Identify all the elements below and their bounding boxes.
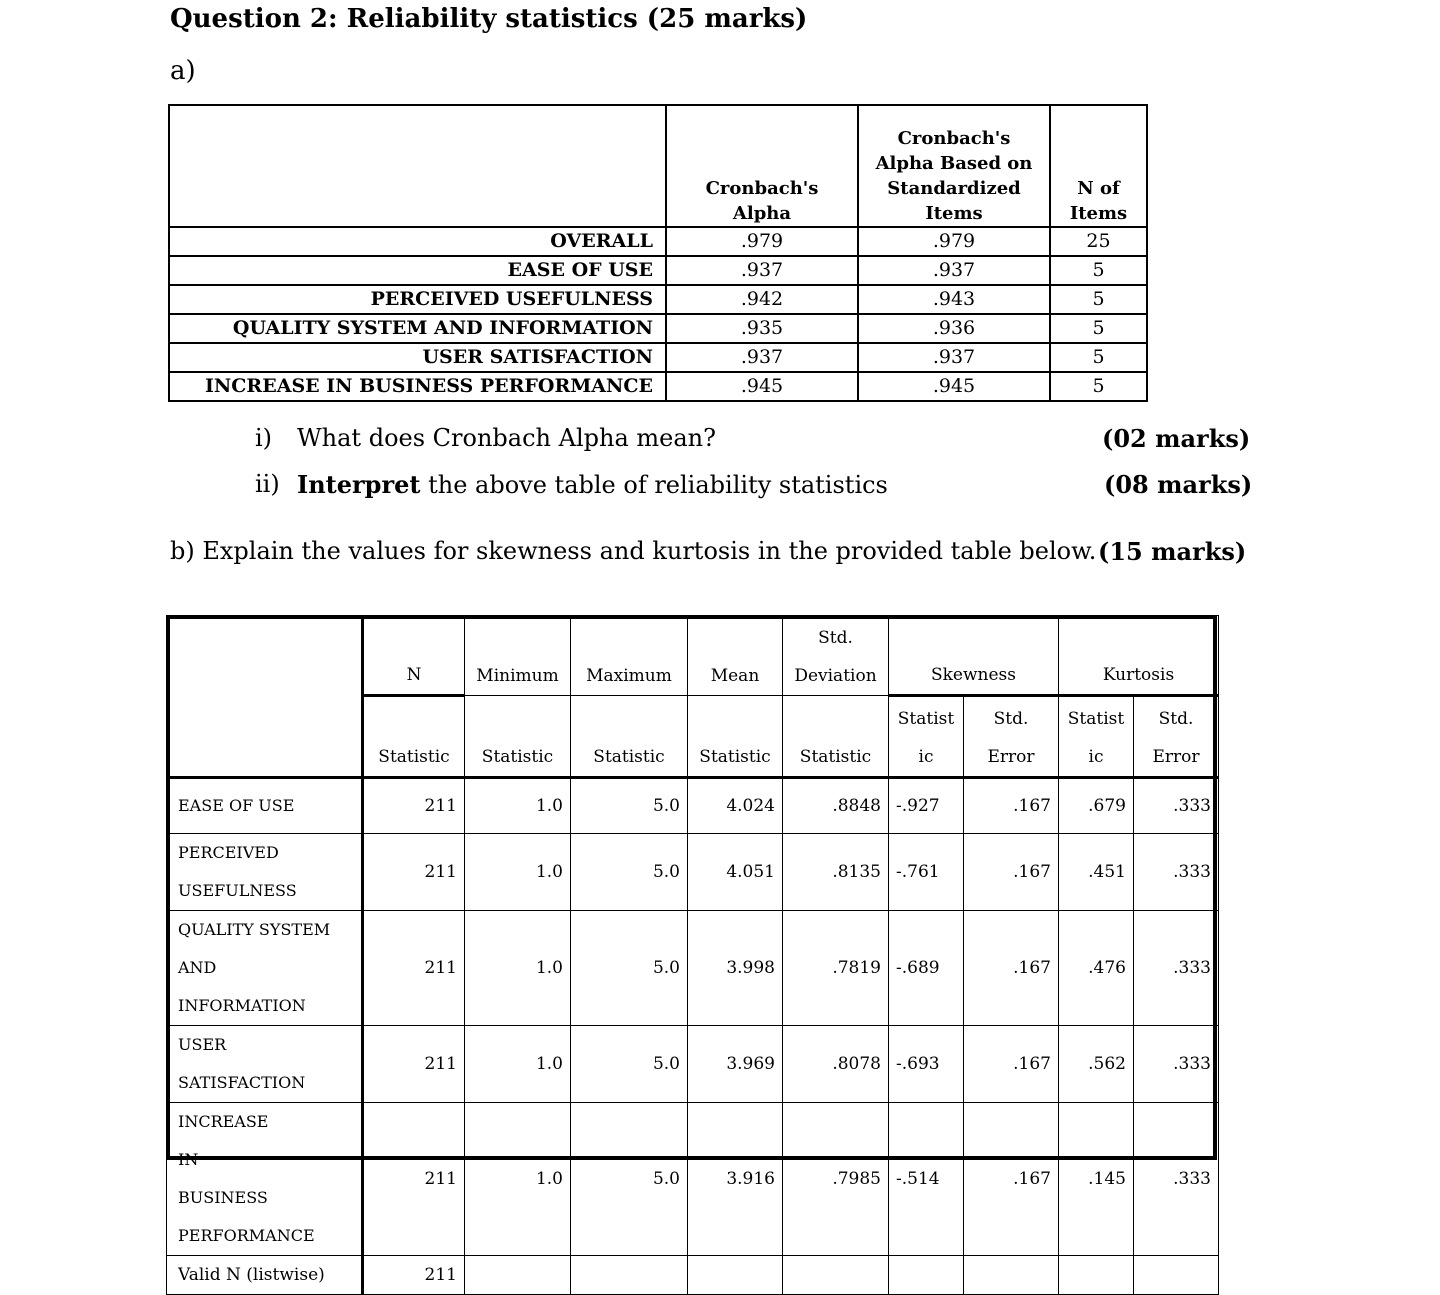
cell-n: 211 xyxy=(363,911,465,1026)
alpha-value: .935 xyxy=(666,314,858,343)
row-label: EASE OF USE xyxy=(167,778,363,834)
table-row xyxy=(167,1103,1219,1256)
cell-kurtosis-se: .333 xyxy=(1134,1103,1219,1256)
part-b-marks: (15 marks) xyxy=(1098,537,1247,566)
n-items-value: 5 xyxy=(1050,372,1147,401)
header-cronbach-alpha: Cronbach's Alpha xyxy=(666,105,858,227)
alpha-value: .945 xyxy=(666,372,858,401)
cell-mean: 4.051 xyxy=(688,834,783,911)
n-items-value: 5 xyxy=(1050,285,1147,314)
table-row xyxy=(169,227,1147,256)
cell-empty xyxy=(465,1256,571,1295)
alpha-value: .979 xyxy=(666,227,858,256)
std-alpha-value: .936 xyxy=(858,314,1050,343)
cell-minimum: 1.0 xyxy=(465,911,571,1026)
table-row xyxy=(167,1256,1219,1295)
cell-kurtosis-se: .333 xyxy=(1134,778,1219,834)
sub-statistic: Statistic xyxy=(465,696,571,778)
part-a-label: a) xyxy=(170,56,196,86)
cell-maximum: 5.0 xyxy=(571,1103,688,1256)
cell-kurtosis-se: .333 xyxy=(1134,1026,1219,1103)
part-b-text: b) Explain the values for skewness and kurtosis in the provided table below. xyxy=(170,537,1097,565)
cell-empty xyxy=(571,1256,688,1295)
cell-skewness: -.514 xyxy=(889,1103,964,1256)
cell-mean: 3.916 xyxy=(688,1103,783,1256)
sub-std-error: Std. Error xyxy=(964,696,1059,778)
reliability-header-row xyxy=(169,105,1147,227)
descriptive-stats-table xyxy=(166,615,1219,1295)
row-label: PERCEIVED USEFULNESS xyxy=(169,285,666,314)
question-ii-number: ii) xyxy=(255,470,280,498)
header-std-deviation: Std. Deviation xyxy=(783,616,889,696)
row-label: EASE OF USE xyxy=(169,256,666,285)
header-skewness: Skewness xyxy=(889,616,1059,696)
question-ii-text: Interpret the above table of reliability statistics xyxy=(297,470,888,499)
n-items-value: 5 xyxy=(1050,314,1147,343)
cell-mean: 4.024 xyxy=(688,778,783,834)
cell-minimum: 1.0 xyxy=(465,834,571,911)
cell-empty xyxy=(964,1256,1059,1295)
std-alpha-value: .937 xyxy=(858,343,1050,372)
row-label: USER SATISFACTION xyxy=(167,1026,363,1103)
header-blank xyxy=(169,105,666,227)
cell-n: 211 xyxy=(363,1103,465,1256)
cell-skewness: -.927 xyxy=(889,778,964,834)
header-minimum: Minimum xyxy=(465,616,571,696)
table-row xyxy=(167,1026,1219,1103)
std-alpha-value: .945 xyxy=(858,372,1050,401)
table-row xyxy=(167,778,1219,834)
cell-skewness: -.761 xyxy=(889,834,964,911)
cell-skewness-se: .167 xyxy=(964,911,1059,1026)
cell-empty xyxy=(1134,1256,1219,1295)
alpha-value: .942 xyxy=(666,285,858,314)
cell-n: 211 xyxy=(363,834,465,911)
sub-statistic: Statistic xyxy=(1059,696,1134,778)
cell-maximum: 5.0 xyxy=(571,1026,688,1103)
cell-empty xyxy=(1059,1256,1134,1295)
cell-skewness-se: .167 xyxy=(964,1026,1059,1103)
n-items-value: 25 xyxy=(1050,227,1147,256)
cell-kurtosis-se: .333 xyxy=(1134,911,1219,1026)
cell-std-deviation: .8135 xyxy=(783,834,889,911)
row-label: INCREASE IN BUSINESS PERFORMANCE xyxy=(169,372,666,401)
question-i-text: What does Cronbach Alpha mean? xyxy=(297,424,716,452)
header-std-alpha: Cronbach's Alpha Based on Standardized Items xyxy=(858,105,1050,227)
reliability-table xyxy=(168,104,1148,402)
cell-skewness-se: .167 xyxy=(964,834,1059,911)
header-mean: Mean xyxy=(688,616,783,696)
sub-statistic: Statistic xyxy=(571,696,688,778)
table-row xyxy=(169,256,1147,285)
cell-skewness: -.689 xyxy=(889,911,964,1026)
header-kurtosis: Kurtosis xyxy=(1059,616,1219,696)
cell-skewness: -.693 xyxy=(889,1026,964,1103)
row-label: INCREASE IN BUSINESS PERFORMANCE xyxy=(167,1103,363,1256)
row-label: USER SATISFACTION xyxy=(169,343,666,372)
header-blank xyxy=(167,616,363,778)
cell-std-deviation: .8848 xyxy=(783,778,889,834)
cell-mean: 3.998 xyxy=(688,911,783,1026)
cell-minimum: 1.0 xyxy=(465,778,571,834)
row-label: PERCEIVED USEFULNESS xyxy=(167,834,363,911)
cell-kurtosis: .476 xyxy=(1059,911,1134,1026)
cell-kurtosis-se: .333 xyxy=(1134,834,1219,911)
sub-statistic: Statistic xyxy=(363,696,465,778)
cell-empty xyxy=(688,1256,783,1295)
cell-std-deviation: .8078 xyxy=(783,1026,889,1103)
sub-statistic: Statistic xyxy=(688,696,783,778)
n-items-value: 5 xyxy=(1050,343,1147,372)
row-label: Valid N (listwise) xyxy=(167,1256,363,1295)
question-ii-marks: (08 marks) xyxy=(1104,470,1253,499)
cell-maximum: 5.0 xyxy=(571,778,688,834)
cell-minimum: 1.0 xyxy=(465,1103,571,1256)
alpha-value: .937 xyxy=(666,343,858,372)
n-items-value: 5 xyxy=(1050,256,1147,285)
cell-skewness-se: .167 xyxy=(964,778,1059,834)
table-row xyxy=(169,314,1147,343)
question-i-number: i) xyxy=(255,424,273,452)
std-alpha-value: .943 xyxy=(858,285,1050,314)
table-row xyxy=(169,343,1147,372)
cell-std-deviation: .7819 xyxy=(783,911,889,1026)
cell-maximum: 5.0 xyxy=(571,911,688,1026)
cell-empty xyxy=(889,1256,964,1295)
std-alpha-value: .979 xyxy=(858,227,1050,256)
cell-minimum: 1.0 xyxy=(465,1026,571,1103)
std-alpha-value: .937 xyxy=(858,256,1050,285)
cell-empty xyxy=(783,1256,889,1295)
question-i-marks: (02 marks) xyxy=(1102,424,1251,453)
row-label: OVERALL xyxy=(169,227,666,256)
table-row xyxy=(167,911,1219,1026)
cell-kurtosis: .451 xyxy=(1059,834,1134,911)
question-title: Question 2: Reliability statistics (25 marks) xyxy=(170,4,808,34)
cell-n: 211 xyxy=(363,1256,465,1295)
cell-n: 211 xyxy=(363,778,465,834)
sub-std-error: Std. Error xyxy=(1134,696,1219,778)
header-n: N xyxy=(363,616,465,696)
table-row xyxy=(167,834,1219,911)
desc-header-row xyxy=(167,616,1219,696)
cell-std-deviation: .7985 xyxy=(783,1103,889,1256)
table-row xyxy=(169,285,1147,314)
question-ii-bold: Interpret xyxy=(297,470,421,499)
row-label: QUALITY SYSTEM AND INFORMATION xyxy=(169,314,666,343)
header-n-items: N of Items xyxy=(1050,105,1147,227)
cell-kurtosis: .562 xyxy=(1059,1026,1134,1103)
sub-statistic: Statistic xyxy=(889,696,964,778)
cell-maximum: 5.0 xyxy=(571,834,688,911)
alpha-value: .937 xyxy=(666,256,858,285)
sub-statistic: Statistic xyxy=(783,696,889,778)
table-row xyxy=(169,372,1147,401)
row-label: QUALITY SYSTEM AND INFORMATION xyxy=(167,911,363,1026)
cell-mean: 3.969 xyxy=(688,1026,783,1103)
cell-kurtosis: .145 xyxy=(1059,1103,1134,1256)
cell-n: 211 xyxy=(363,1026,465,1103)
cell-kurtosis: .679 xyxy=(1059,778,1134,834)
cell-skewness-se: .167 xyxy=(964,1103,1059,1256)
header-maximum: Maximum xyxy=(571,616,688,696)
